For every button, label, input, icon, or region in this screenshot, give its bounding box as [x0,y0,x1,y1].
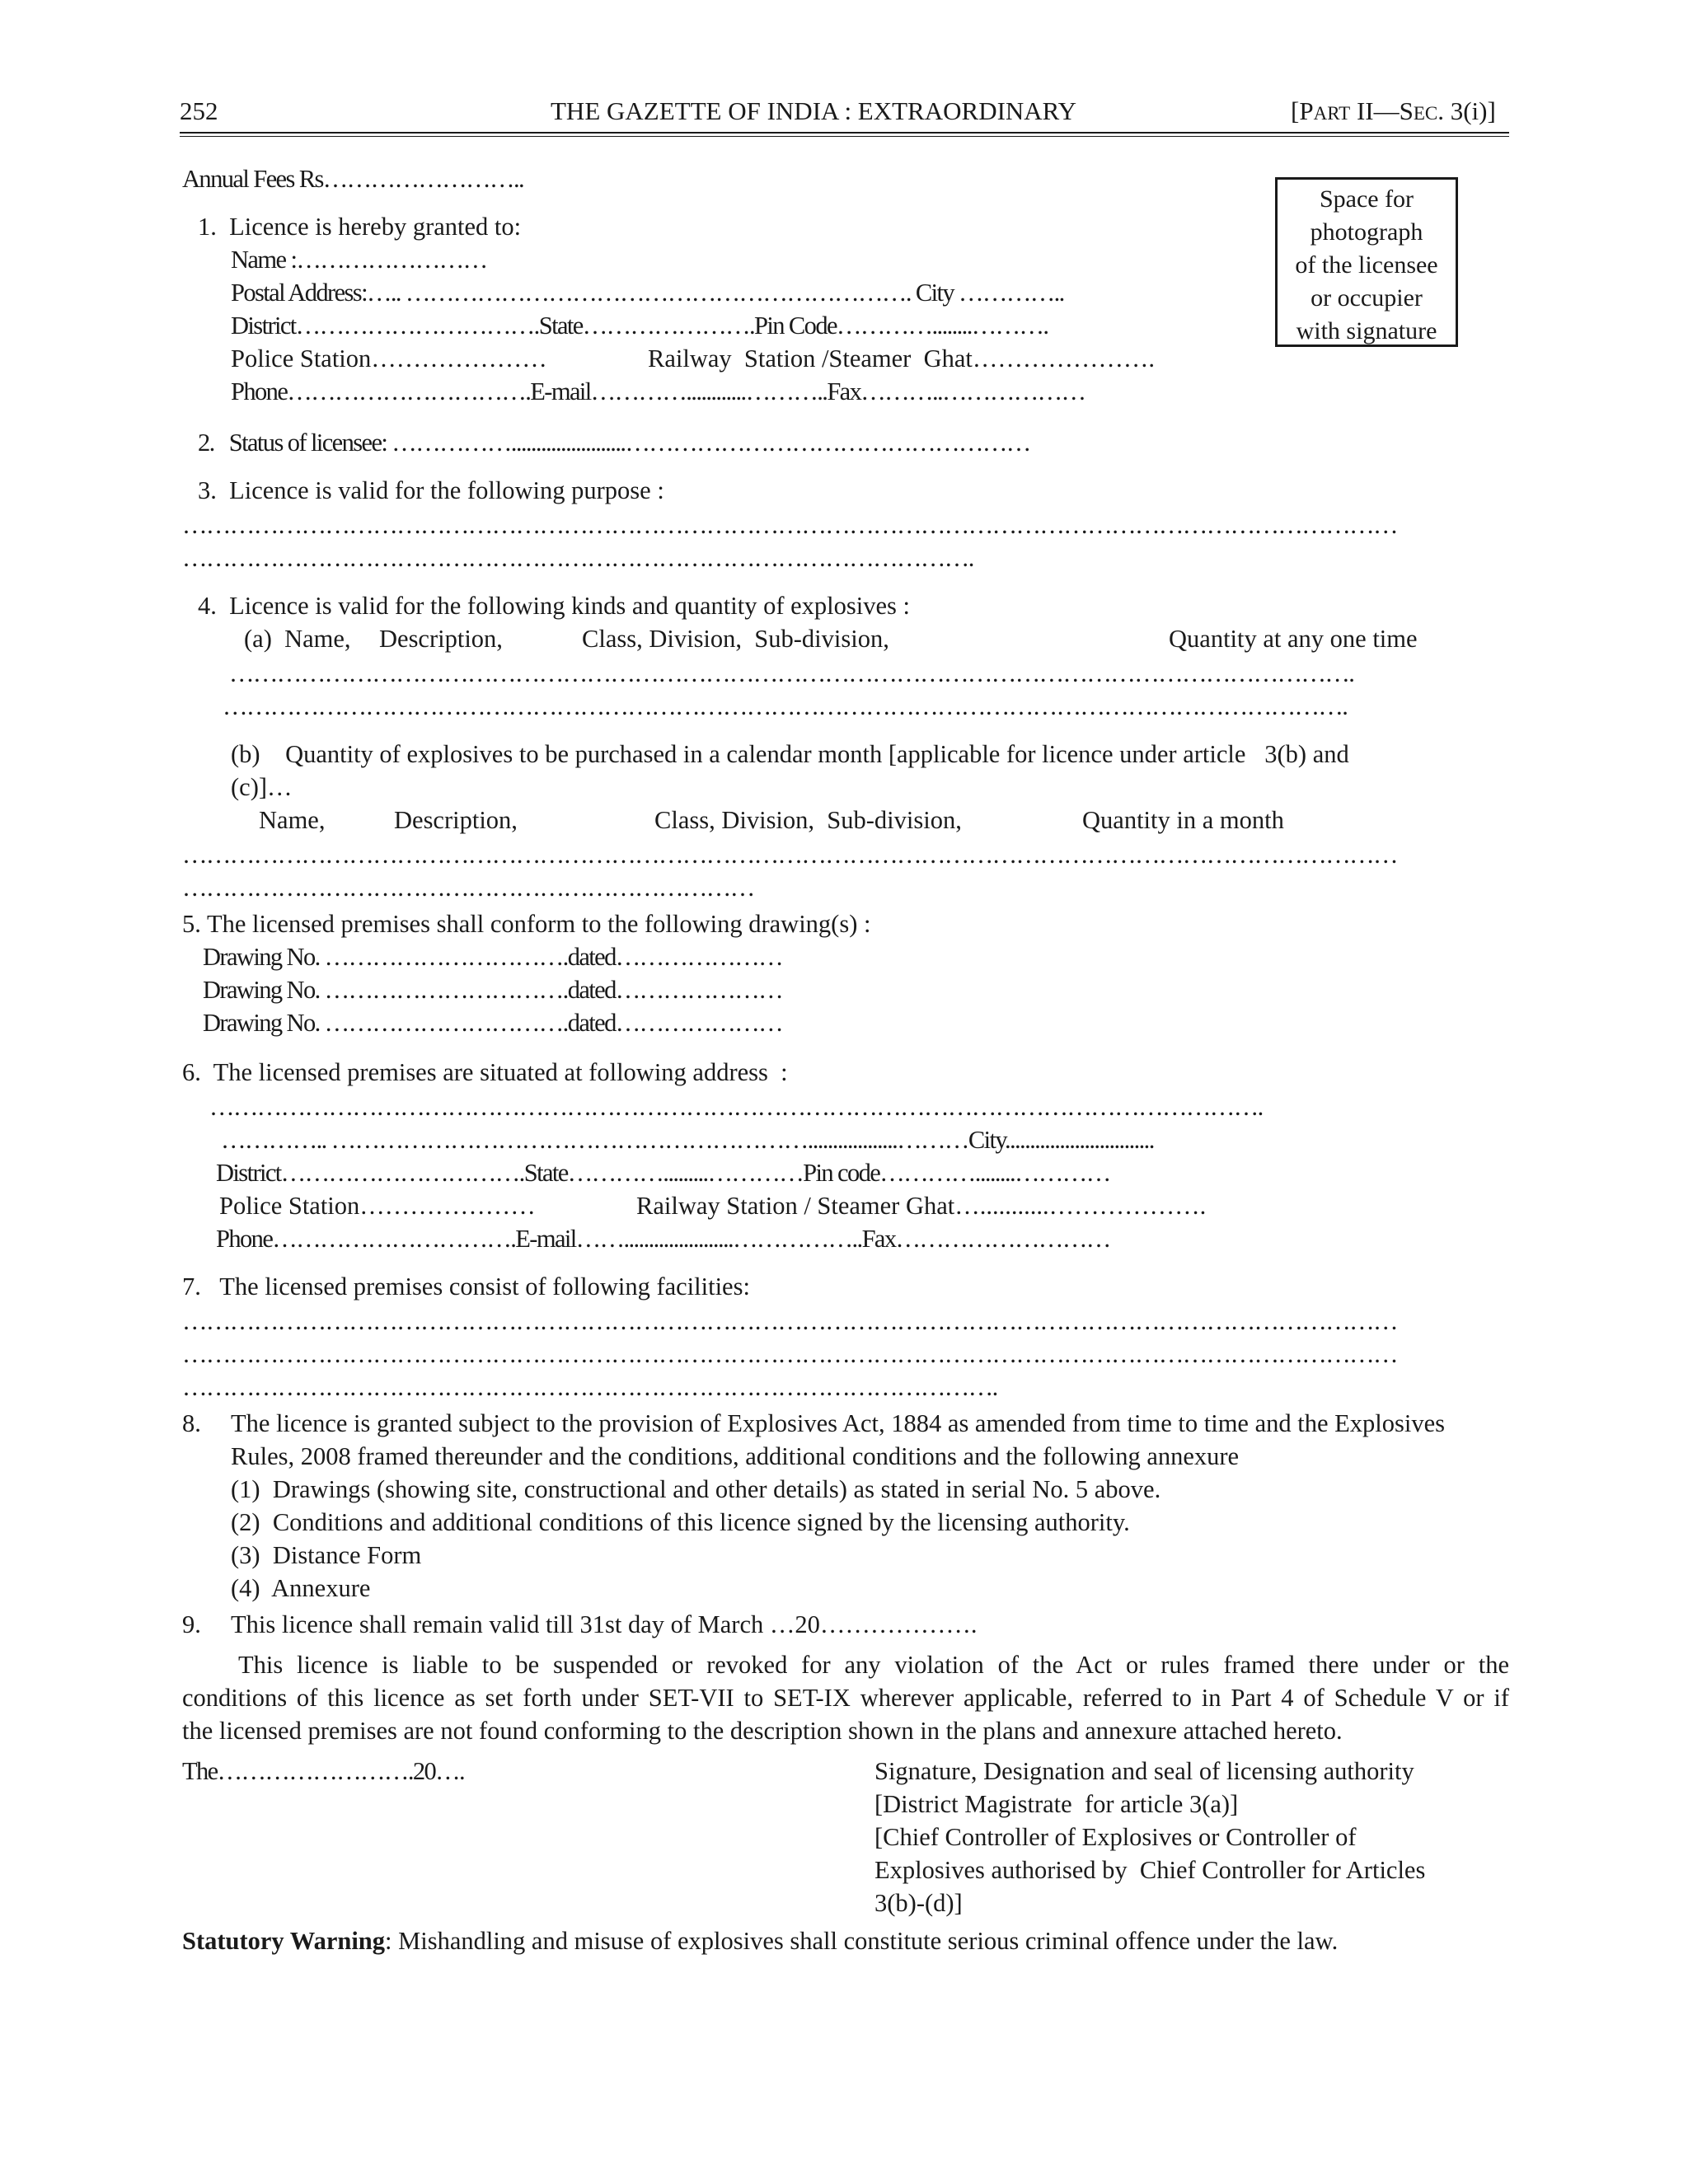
district-state-pin-field: District………………………….State………………….Pin Code…………........………. [231,312,1048,340]
drawing-row: Drawing No. ………………………….dated………………… [203,943,783,971]
annexure-item: (3) Distance Form [231,1541,422,1569]
drawing-row: Drawing No. ………………………….dated………………… [203,1009,783,1037]
section-3-heading: 3. Licence is valid for the following purpose : [198,476,664,504]
section-8-number: 8. [182,1409,201,1437]
section-9-number: 9. [182,1610,201,1638]
part-section: [PART II—SEC. 3(i)] [1291,96,1496,125]
explosives-line-2: ……………………………………………………………………………………………………………………………. [223,692,1348,720]
premises-city-field: ………….. ……………………………………………………..................………City.............................. [221,1126,1154,1154]
liability-line: This licence is liable to be suspended or revoked for any violation of the Act or rules framed there under or the [238,1651,1509,1679]
premises-district-field: District………………………….State………….........…………Pin code…………........………… [216,1159,1110,1187]
purpose-line-1: ……………………………………………………………………………………………………………………………………… [182,511,1397,539]
section-1-heading: 1. Licence is hereby granted to: [198,213,522,241]
statutory-warning-label: Statutory Warning [182,1927,386,1955]
annexure-item: (2) Conditions and additional conditions of this licence signed by the licensing authority. [231,1508,1130,1536]
status-of-licensee-field: 2. Status of licensee: …………….......................…………………………………………… [198,429,1030,457]
section-4b-line-1: (b) Quantity of explosives to be purchased in a calendar month [applicable for licence under article 3(b) and [231,740,1349,768]
photo-box-line: Space for [1319,185,1414,213]
photo-box-line: with signature [1296,317,1437,344]
photo-box-line: of the licensee [1295,251,1438,279]
col-description: Description, [379,625,503,653]
liability-paragraph [182,1648,1509,1747]
validity-text: This licence shall remain valid till 31st day of March …20………………. [231,1610,978,1638]
premises-police-station-field: Police Station………………… [219,1192,536,1220]
photo-box-line: or occupier [1311,284,1423,312]
annual-fees-field: Annual Fees Rs…………………….. [182,165,524,193]
facilities-line-3: …………………………………………………………………………………………. [182,1373,997,1401]
monthly-explosives-line-2: ……………………………………………………………… [182,874,754,902]
section-7-heading: 7. The licensed premises consist of following facilities: [182,1272,750,1301]
drawing-row: Drawing No. ………………………….dated………………… [203,976,783,1004]
statutory-warning-text: : Mishandling and misuse of explosives shall constitute serious criminal offence under the law. [385,1927,1339,1955]
section-6-heading: 6. The licensed premises are situated at following address : [182,1058,788,1086]
postal-address-field: Postal Address:….. ………………………………………………………. City ………….. [231,279,1064,307]
facilities-line-2: ……………………………………………………………………………………………………………………………………… [182,1340,1397,1368]
page-number: 252 [180,96,218,125]
col-name: (a) Name, [244,625,351,653]
signature-line: 3(b)-(d)] [874,1889,963,1917]
section-8-line-1: The licence is granted subject to the provision of Explosives Act, 1884 as amended from time to time and the Explosives [231,1409,1445,1437]
signature-line: Explosives authorised by Chief Controller for Articles [874,1856,1426,1884]
annexure-item: (4) Annexure [231,1574,371,1602]
col-description: Description, [394,806,518,834]
premises-phone-field: Phone………………………….E-mail……......................……………..Fax……………………… [216,1225,1110,1253]
annexure-item: (1) Drawings (showing site, constructional and other details) as stated in serial No. 5 above. [231,1475,1161,1503]
col-quantity: Quantity at any one time [1169,625,1418,653]
col-quantity: Quantity in a month [1082,806,1284,834]
licensee-name-field: Name :…………………… [231,246,487,274]
phone-email-fax-field: Phone………………………….E-mail…………............………..Fax………..……………… [231,377,1085,405]
purpose-line-2: ………………………………………………………………………………………. [182,544,973,572]
section-8-line-2: Rules, 2008 framed thereunder and the conditions, additional conditions and the following annexure [231,1442,1240,1470]
premises-railway-field: Railway Station / Steamer Ghat…...........………………. [636,1192,1207,1220]
premises-address-line: ……………………………………………………………………………………………………………………. [209,1093,1263,1121]
explosives-line-1: ……………………………………………………………………………………………………………………………. [229,659,1354,687]
col-name: Name, [259,806,326,834]
police-station-field: Police Station………………… [231,344,547,373]
gazette-title: THE GAZETTE OF INDIA : EXTRAORDINARY [551,96,1077,125]
liability-line: conditions of this licence as set forth under SET-VII to SET-IX wherever applicable, referred to in Part 4 of Schedule V or if [182,1684,1509,1712]
signature-line: [Chief Controller of Explosives or Controller of [874,1823,1357,1851]
railway-station-field: Railway Station /Steamer Ghat…………………. [648,344,1156,373]
col-class-division: Class, Division, Sub-division, [582,625,889,653]
col-class-division: Class, Division, Sub-division, [654,806,962,834]
section-5-heading: 5. The licensed premises shall conform to the following drawing(s) : [182,910,871,938]
signature-line: [District Magistrate for article 3(a)] [874,1790,1239,1818]
facilities-line-1: ……………………………………………………………………………………………………………………………………… [182,1307,1397,1335]
statutory-warning [182,1929,1338,1954]
header-rule [180,132,1509,134]
photo-box [1275,177,1458,347]
photo-box-line: photograph [1310,218,1423,246]
section-4b-line-2: (c)]… [231,773,293,801]
section-4-heading: 4. Licence is valid for the following kinds and quantity of explosives : [198,592,910,620]
header-rule-thin [180,136,1509,137]
signature-line: Signature, Designation and seal of licensing authority [874,1757,1414,1785]
date-field: The…………………….20…. [182,1757,465,1785]
monthly-explosives-line-1: ……………………………………………………………………………………………………………………………………… [182,841,1397,869]
liability-line: the licensed premises are not found conforming to the description shown in the plans and annexure attached hereto. [182,1717,1343,1745]
